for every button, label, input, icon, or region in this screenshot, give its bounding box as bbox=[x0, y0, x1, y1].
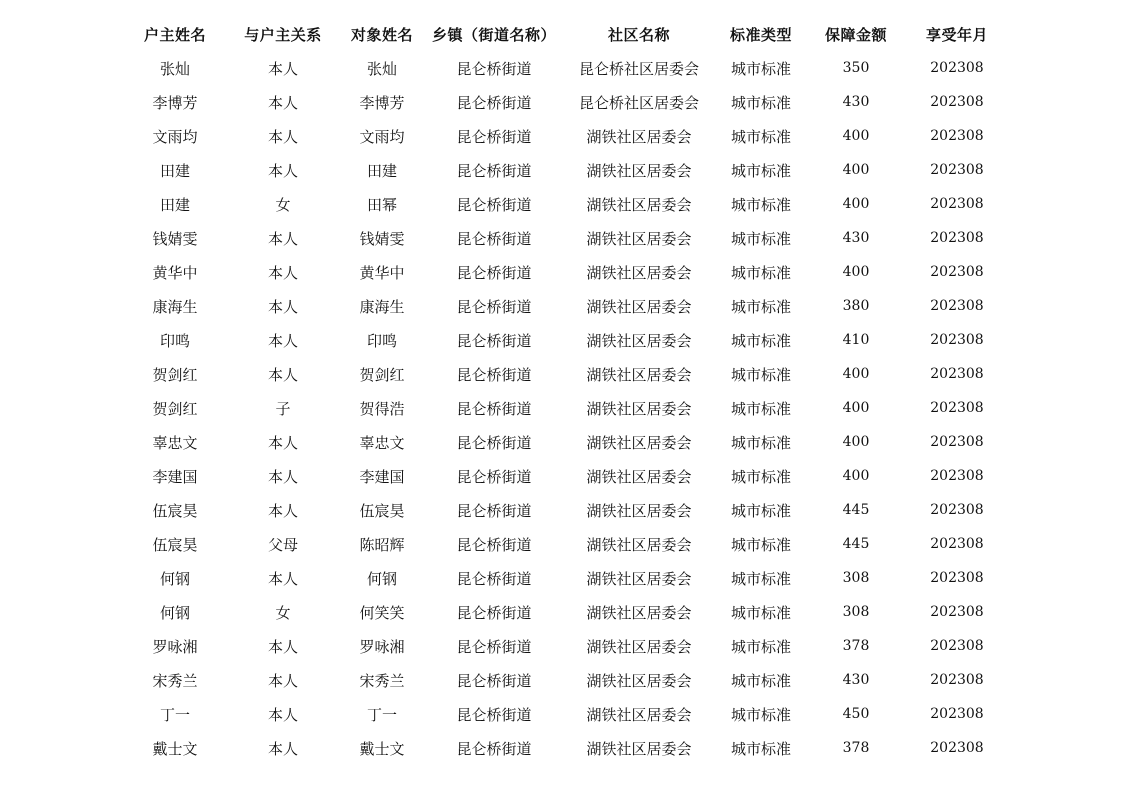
recipient-name-cell: 康海生 bbox=[359, 297, 405, 316]
header-community: 社区名称 bbox=[607, 26, 670, 44]
standard-type-cell: 城市标准 bbox=[730, 365, 791, 384]
township-cell: 昆仑桥街道 bbox=[456, 535, 532, 554]
standard-type-cell: 城市标准 bbox=[730, 127, 791, 146]
relationship-cell: 本人 bbox=[267, 671, 298, 690]
community-cell: 湖铁社区居委会 bbox=[586, 399, 692, 418]
table-row bbox=[120, 85, 1006, 119]
table-row bbox=[120, 119, 1006, 153]
amount-cell: 308 bbox=[842, 570, 870, 586]
table-row bbox=[120, 221, 1006, 255]
community-cell: 湖铁社区居委会 bbox=[586, 263, 692, 282]
table-row bbox=[120, 595, 1006, 629]
amount-cell: 400 bbox=[842, 400, 870, 416]
standard-type-cell: 城市标准 bbox=[730, 467, 791, 486]
relationship-cell: 女 bbox=[275, 603, 291, 622]
amount-cell: 430 bbox=[842, 94, 870, 110]
period-cell: 202308 bbox=[930, 434, 984, 450]
relationship-cell: 本人 bbox=[267, 365, 298, 384]
township-cell: 昆仑桥街道 bbox=[456, 603, 532, 622]
amount-cell: 308 bbox=[842, 604, 870, 620]
amount-cell: 445 bbox=[842, 536, 870, 552]
period-cell: 202308 bbox=[930, 128, 984, 144]
standard-type-cell: 城市标准 bbox=[730, 195, 791, 214]
table-row bbox=[120, 493, 1006, 527]
table-row bbox=[120, 663, 1006, 697]
table-row bbox=[120, 255, 1006, 289]
household-head-cell: 田建 bbox=[159, 161, 190, 180]
amount-cell: 410 bbox=[842, 332, 870, 348]
amount-cell: 400 bbox=[842, 468, 870, 484]
header-township: 乡镇（街道名称） bbox=[431, 26, 556, 44]
standard-type-cell: 城市标准 bbox=[730, 671, 791, 690]
period-cell: 202308 bbox=[930, 570, 984, 586]
standard-type-cell: 城市标准 bbox=[730, 739, 791, 758]
township-cell: 昆仑桥街道 bbox=[456, 127, 532, 146]
community-cell: 昆仑桥社区居委会 bbox=[578, 93, 699, 112]
amount-cell: 400 bbox=[842, 366, 870, 382]
household-head-cell: 印鸣 bbox=[159, 331, 190, 350]
household-head-cell: 宋秀兰 bbox=[152, 671, 198, 690]
amount-cell: 380 bbox=[842, 298, 870, 314]
township-cell: 昆仑桥街道 bbox=[456, 59, 532, 78]
household-head-cell: 文雨均 bbox=[152, 127, 198, 146]
header-household-head: 户主姓名 bbox=[143, 26, 206, 44]
township-cell: 昆仑桥街道 bbox=[456, 637, 532, 656]
township-cell: 昆仑桥街道 bbox=[456, 331, 532, 350]
period-cell: 202308 bbox=[930, 196, 984, 212]
township-cell: 昆仑桥街道 bbox=[456, 93, 532, 112]
recipient-name-cell: 陈昭辉 bbox=[359, 535, 405, 554]
community-cell: 湖铁社区居委会 bbox=[586, 127, 692, 146]
recipient-name-cell: 何钢 bbox=[366, 569, 397, 588]
community-cell: 湖铁社区居委会 bbox=[586, 467, 692, 486]
period-cell: 202308 bbox=[930, 468, 984, 484]
period-cell: 202308 bbox=[930, 230, 984, 246]
amount-cell: 400 bbox=[842, 196, 870, 212]
household-head-cell: 何钢 bbox=[159, 569, 190, 588]
header-row bbox=[120, 18, 1006, 51]
household-head-cell: 戴士文 bbox=[152, 739, 198, 758]
header-relationship: 与户主关系 bbox=[244, 26, 322, 44]
household-head-cell: 钱婧雯 bbox=[152, 229, 198, 248]
table-row bbox=[120, 425, 1006, 459]
household-head-cell: 黄华中 bbox=[152, 263, 198, 282]
standard-type-cell: 城市标准 bbox=[730, 637, 791, 656]
standard-type-cell: 城市标准 bbox=[730, 535, 791, 554]
household-head-cell: 张灿 bbox=[159, 59, 190, 78]
header-recipient-name: 对象姓名 bbox=[350, 26, 413, 44]
table-row bbox=[120, 187, 1006, 221]
relationship-cell: 女 bbox=[275, 195, 291, 214]
recipient-name-cell: 李博芳 bbox=[359, 93, 405, 112]
period-cell: 202308 bbox=[930, 536, 984, 552]
household-head-cell: 李博芳 bbox=[152, 93, 198, 112]
period-cell: 202308 bbox=[930, 264, 984, 280]
period-cell: 202308 bbox=[930, 638, 984, 654]
township-cell: 昆仑桥街道 bbox=[456, 195, 532, 214]
amount-cell: 378 bbox=[842, 638, 870, 654]
recipient-name-cell: 李建国 bbox=[359, 467, 405, 486]
township-cell: 昆仑桥街道 bbox=[456, 501, 532, 520]
township-cell: 昆仑桥街道 bbox=[456, 569, 532, 588]
table-row bbox=[120, 561, 1006, 595]
community-cell: 湖铁社区居委会 bbox=[586, 161, 692, 180]
header-amount: 保障金额 bbox=[824, 26, 887, 44]
assistance-roster-table bbox=[120, 18, 1006, 765]
community-cell: 湖铁社区居委会 bbox=[586, 433, 692, 452]
amount-cell: 400 bbox=[842, 128, 870, 144]
amount-cell: 430 bbox=[842, 672, 870, 688]
township-cell: 昆仑桥街道 bbox=[456, 433, 532, 452]
standard-type-cell: 城市标准 bbox=[730, 59, 791, 78]
recipient-name-cell: 张灿 bbox=[366, 59, 397, 78]
relationship-cell: 本人 bbox=[267, 297, 298, 316]
township-cell: 昆仑桥街道 bbox=[456, 263, 532, 282]
relationship-cell: 本人 bbox=[267, 433, 298, 452]
amount-cell: 350 bbox=[842, 60, 870, 76]
relationship-cell: 本人 bbox=[267, 93, 298, 112]
relationship-cell: 本人 bbox=[267, 161, 298, 180]
recipient-name-cell: 宋秀兰 bbox=[359, 671, 405, 690]
period-cell: 202308 bbox=[930, 298, 984, 314]
household-head-cell: 贺剑红 bbox=[152, 365, 198, 384]
standard-type-cell: 城市标准 bbox=[730, 263, 791, 282]
recipient-name-cell: 何笑笑 bbox=[359, 603, 405, 622]
recipient-name-cell: 戴士文 bbox=[359, 739, 405, 758]
table-row bbox=[120, 323, 1006, 357]
community-cell: 湖铁社区居委会 bbox=[586, 671, 692, 690]
relationship-cell: 本人 bbox=[267, 569, 298, 588]
community-cell: 湖铁社区居委会 bbox=[586, 501, 692, 520]
township-cell: 昆仑桥街道 bbox=[456, 671, 532, 690]
period-cell: 202308 bbox=[930, 502, 984, 518]
community-cell: 湖铁社区居委会 bbox=[586, 705, 692, 724]
recipient-name-cell: 罗咏湘 bbox=[359, 637, 405, 656]
table-row bbox=[120, 153, 1006, 187]
township-cell: 昆仑桥街道 bbox=[456, 365, 532, 384]
township-cell: 昆仑桥街道 bbox=[456, 739, 532, 758]
recipient-name-cell: 辜忠文 bbox=[359, 433, 405, 452]
township-cell: 昆仑桥街道 bbox=[456, 399, 532, 418]
relationship-cell: 本人 bbox=[267, 59, 298, 78]
recipient-name-cell: 贺得浩 bbox=[359, 399, 405, 418]
township-cell: 昆仑桥街道 bbox=[456, 161, 532, 180]
relationship-cell: 本人 bbox=[267, 467, 298, 486]
standard-type-cell: 城市标准 bbox=[730, 161, 791, 180]
period-cell: 202308 bbox=[930, 740, 984, 756]
recipient-name-cell: 田建 bbox=[366, 161, 397, 180]
township-cell: 昆仑桥街道 bbox=[456, 467, 532, 486]
household-head-cell: 辜忠文 bbox=[152, 433, 198, 452]
relationship-cell: 本人 bbox=[267, 229, 298, 248]
period-cell: 202308 bbox=[930, 332, 984, 348]
period-cell: 202308 bbox=[930, 60, 984, 76]
amount-cell: 430 bbox=[842, 230, 870, 246]
community-cell: 湖铁社区居委会 bbox=[586, 535, 692, 554]
table-row bbox=[120, 289, 1006, 323]
community-cell: 湖铁社区居委会 bbox=[586, 195, 692, 214]
period-cell: 202308 bbox=[930, 94, 984, 110]
standard-type-cell: 城市标准 bbox=[730, 297, 791, 316]
household-head-cell: 贺剑红 bbox=[152, 399, 198, 418]
table-row bbox=[120, 697, 1006, 731]
relationship-cell: 子 bbox=[275, 399, 291, 418]
township-cell: 昆仑桥街道 bbox=[456, 705, 532, 724]
amount-cell: 450 bbox=[842, 706, 870, 722]
table-body bbox=[120, 51, 1006, 765]
recipient-name-cell: 丁一 bbox=[366, 705, 397, 724]
household-head-cell: 伍宸昊 bbox=[152, 501, 198, 520]
standard-type-cell: 城市标准 bbox=[730, 399, 791, 418]
amount-cell: 378 bbox=[842, 740, 870, 756]
relationship-cell: 本人 bbox=[267, 705, 298, 724]
household-head-cell: 何钢 bbox=[159, 603, 190, 622]
relationship-cell: 本人 bbox=[267, 263, 298, 282]
recipient-name-cell: 田幂 bbox=[366, 195, 397, 214]
amount-cell: 400 bbox=[842, 434, 870, 450]
township-cell: 昆仑桥街道 bbox=[456, 297, 532, 316]
amount-cell: 445 bbox=[842, 502, 870, 518]
recipient-name-cell: 贺剑红 bbox=[359, 365, 405, 384]
table-row bbox=[120, 731, 1006, 765]
table-row bbox=[120, 51, 1006, 85]
standard-type-cell: 城市标准 bbox=[730, 433, 791, 452]
recipient-name-cell: 文雨均 bbox=[359, 127, 405, 146]
recipient-name-cell: 伍宸昊 bbox=[359, 501, 405, 520]
household-head-cell: 伍宸昊 bbox=[152, 535, 198, 554]
household-head-cell: 康海生 bbox=[152, 297, 198, 316]
standard-type-cell: 城市标准 bbox=[730, 501, 791, 520]
community-cell: 湖铁社区居委会 bbox=[586, 637, 692, 656]
township-cell: 昆仑桥街道 bbox=[456, 229, 532, 248]
community-cell: 湖铁社区居委会 bbox=[586, 229, 692, 248]
relationship-cell: 本人 bbox=[267, 637, 298, 656]
header-standard-type: 标准类型 bbox=[729, 26, 792, 44]
amount-cell: 400 bbox=[842, 162, 870, 178]
recipient-name-cell: 钱婧雯 bbox=[359, 229, 405, 248]
table-row bbox=[120, 629, 1006, 663]
household-head-cell: 田建 bbox=[159, 195, 190, 214]
standard-type-cell: 城市标准 bbox=[730, 705, 791, 724]
period-cell: 202308 bbox=[930, 400, 984, 416]
community-cell: 湖铁社区居委会 bbox=[586, 739, 692, 758]
community-cell: 湖铁社区居委会 bbox=[586, 603, 692, 622]
relationship-cell: 父母 bbox=[267, 535, 298, 554]
standard-type-cell: 城市标准 bbox=[730, 229, 791, 248]
community-cell: 湖铁社区居委会 bbox=[586, 331, 692, 350]
table-row bbox=[120, 357, 1006, 391]
standard-type-cell: 城市标准 bbox=[730, 569, 791, 588]
recipient-name-cell: 印鸣 bbox=[366, 331, 397, 350]
standard-type-cell: 城市标准 bbox=[730, 603, 791, 622]
table-row bbox=[120, 527, 1006, 561]
household-head-cell: 丁一 bbox=[159, 705, 190, 724]
period-cell: 202308 bbox=[930, 604, 984, 620]
period-cell: 202308 bbox=[930, 706, 984, 722]
community-cell: 湖铁社区居委会 bbox=[586, 365, 692, 384]
period-cell: 202308 bbox=[930, 366, 984, 382]
standard-type-cell: 城市标准 bbox=[730, 93, 791, 112]
relationship-cell: 本人 bbox=[267, 331, 298, 350]
community-cell: 昆仑桥社区居委会 bbox=[578, 59, 699, 78]
table-row bbox=[120, 459, 1006, 493]
relationship-cell: 本人 bbox=[267, 127, 298, 146]
household-head-cell: 罗咏湘 bbox=[152, 637, 198, 656]
standard-type-cell: 城市标准 bbox=[730, 331, 791, 350]
community-cell: 湖铁社区居委会 bbox=[586, 569, 692, 588]
period-cell: 202308 bbox=[930, 162, 984, 178]
amount-cell: 400 bbox=[842, 264, 870, 280]
household-head-cell: 李建国 bbox=[152, 467, 198, 486]
relationship-cell: 本人 bbox=[267, 501, 298, 520]
header-period: 享受年月 bbox=[925, 26, 988, 44]
community-cell: 湖铁社区居委会 bbox=[586, 297, 692, 316]
period-cell: 202308 bbox=[930, 672, 984, 688]
relationship-cell: 本人 bbox=[267, 739, 298, 758]
recipient-name-cell: 黄华中 bbox=[359, 263, 405, 282]
table-row bbox=[120, 391, 1006, 425]
